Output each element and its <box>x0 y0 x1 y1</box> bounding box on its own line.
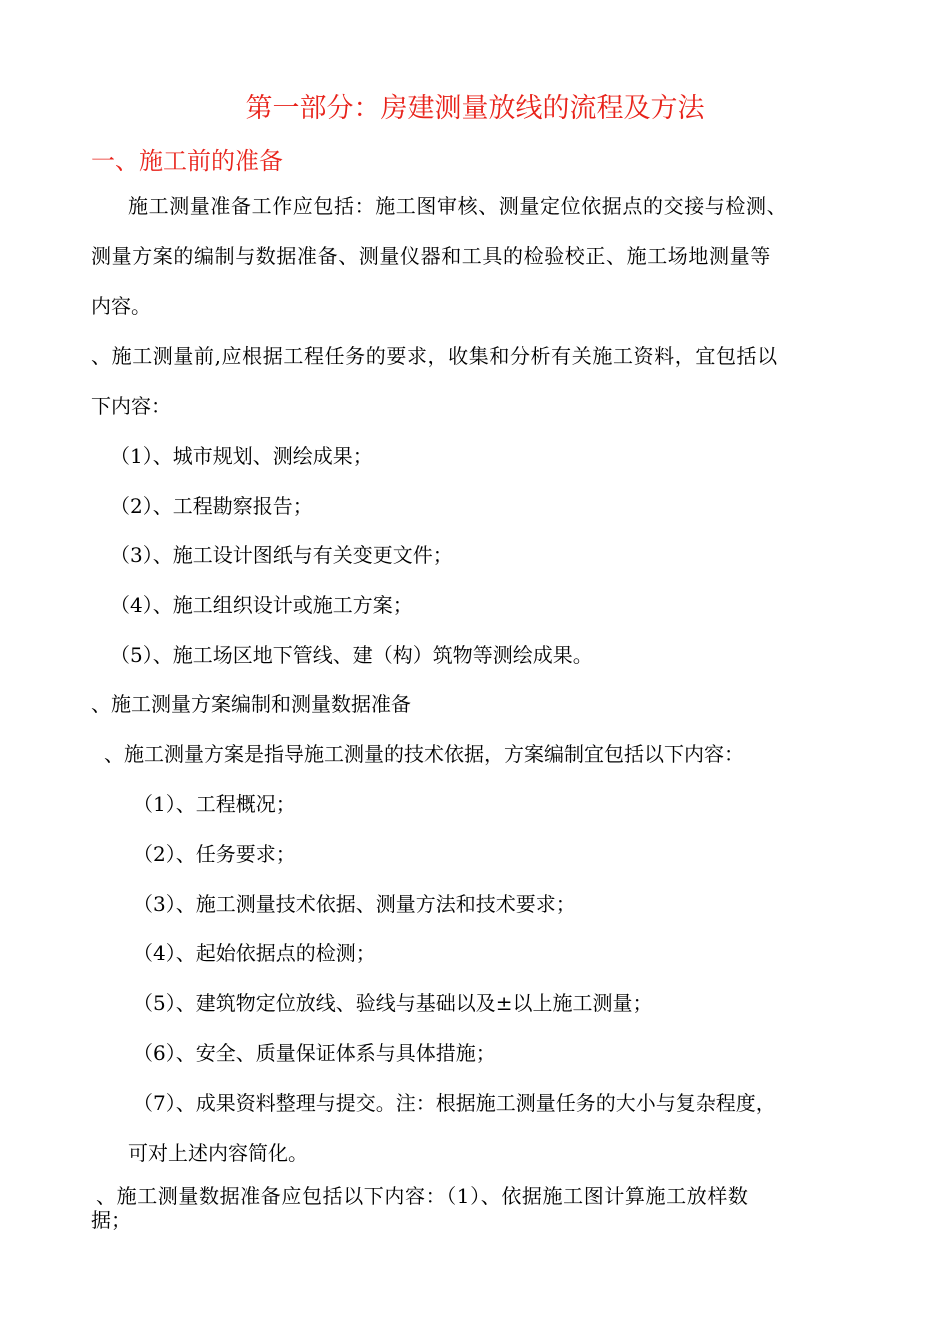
list-item: （2）、工程勘察报告； <box>110 494 313 518</box>
list-item: （3）、施工测量技术依据、测量方法和技术要求； <box>133 892 576 916</box>
list-item: （4）、起始依据点的检测； <box>133 941 376 965</box>
paragraph-line: 测量方案的编制与数据准备、测量仪器和工具的检验校正、施工场地测量等 <box>91 244 771 268</box>
list-item: （6）、安全、质量保证体系与具体措施； <box>133 1041 496 1065</box>
list-item: （2）、任务要求； <box>133 842 296 866</box>
section-heading: 一、施工前的准备 <box>91 147 283 175</box>
paragraph-line: 、施工测量方案是指导施工测量的技术依据，方案编制宜包括以下内容： <box>104 742 744 766</box>
paragraph-line: 下内容： <box>91 394 171 418</box>
paragraph-line: 据； <box>91 1208 131 1232</box>
list-item: （1）、城市规划、测绘成果； <box>110 444 373 468</box>
list-item: （7）、成果资料整理与提交。注：根据施工测量任务的大小与复杂程度， <box>133 1091 776 1115</box>
page-title: 第一部分：房建测量放线的流程及方法 <box>245 93 705 124</box>
list-item: （1）、工程概况； <box>133 792 296 816</box>
list-item: （4）、施工组织设计或施工方案； <box>110 593 413 617</box>
list-item-continuation: 可对上述内容简化。 <box>128 1141 308 1165</box>
list-item: （3）、施工设计图纸与有关变更文件； <box>110 543 453 567</box>
subheading: 、施工测量方案编制和测量数据准备 <box>91 692 411 716</box>
paragraph-line: 内容。 <box>91 294 151 318</box>
paragraph-line: 、施工测量数据准备应包括以下内容：（1）、依据施工图计算施工放样数 <box>96 1184 749 1208</box>
list-item: （5）、施工场区地下管线、建（构）筑物等测绘成果。 <box>110 643 593 667</box>
paragraph-line: 施工测量准备工作应包括：施工图审核、测量定位依据点的交接与检测、 <box>128 194 788 218</box>
paragraph-line: 、施工测量前,应根据工程任务的要求，收集和分析有关施工资料，宜包括以 <box>91 344 778 368</box>
list-item: （5）、建筑物定位放线、验线与基础以及±以上施工测量； <box>133 991 653 1015</box>
